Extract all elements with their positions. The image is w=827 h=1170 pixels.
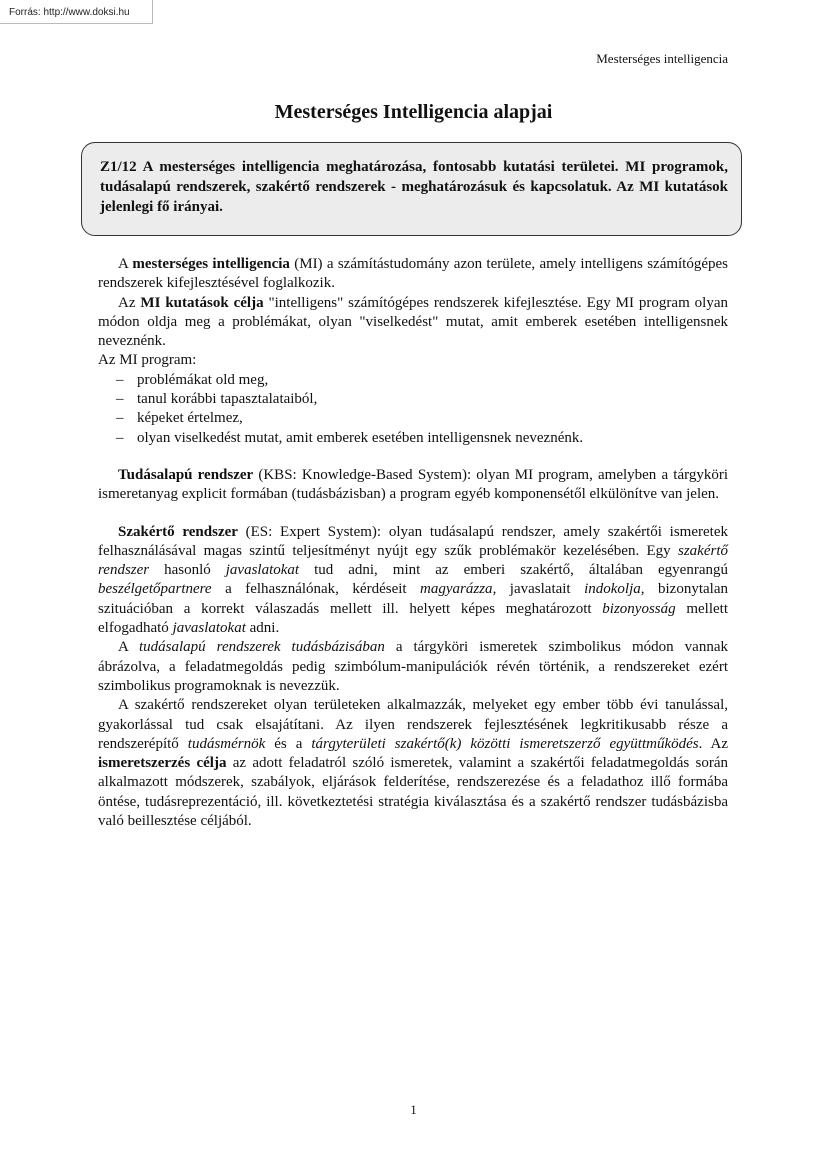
term-bold: mesterséges intelligencia xyxy=(132,256,290,272)
topic-box: Z1/12 A mesterséges intelligencia meghatározása, fontosabb kutatási területei. MI programok, tudásalapú rendszerek, szakértő rendszerek - meghatározásuk és kapcsolatuk. Az MI kutatások jelenlegi fő irányai. xyxy=(81,142,742,236)
term-bold: Tudásalapú rendszer xyxy=(118,466,254,483)
text: és a xyxy=(265,735,312,752)
text: A szakértő rendszereket olyan területeken alkalmazzák, melyeket egy ember több évi tanulással, gyakorlással tud csak elsajátítani. Az ilyen rendszerek fejlesztésének legkritikusabb része a rendszerépítő xyxy=(98,697,728,752)
text: a felhasználónak, kérdéseit xyxy=(211,581,421,598)
page-title: Mesterséges Intelligencia alapjai xyxy=(274,101,553,123)
term-bold: MI kutatások célja xyxy=(140,294,264,311)
term-italic: tudásmérnök xyxy=(187,735,266,752)
running-head: Mesterséges intelligencia xyxy=(596,51,728,66)
paragraph-expert-system xyxy=(98,523,728,639)
paragraph-mi-definition xyxy=(98,255,728,294)
text: tud adni, mint az emberi szakértő, általában egyenrangú xyxy=(299,562,728,579)
text: Az xyxy=(118,294,141,311)
term-bold: Szakértő rendszer xyxy=(118,523,238,540)
term-italic: javaslatokat xyxy=(172,620,246,637)
text: hasonló xyxy=(149,562,226,579)
text: A xyxy=(118,639,139,656)
text: mellett elfogadható xyxy=(98,600,729,637)
page-number: 1 xyxy=(410,1102,417,1117)
list-item: – képeket értelmez, xyxy=(98,409,728,428)
paragraph-mi-goal xyxy=(98,294,728,352)
text: (KBS: Knowledge-Based System): olyan MI program, amelyben a tárgyköri ismeretanyag explicit formában (tudásbázisban) a program egyéb komponensétől elkülönítve van jelen. xyxy=(98,466,728,503)
paragraph-kbs xyxy=(98,466,728,505)
term-italic: szakértő rendszer xyxy=(98,542,728,579)
paragraph-mi-program: Az MI program: xyxy=(98,352,197,369)
term-italic: magyarázza xyxy=(420,581,493,598)
spacer xyxy=(98,505,728,523)
term-italic: javaslatokat xyxy=(225,562,300,579)
term-italic: bizonyosság xyxy=(602,600,676,617)
text: A xyxy=(118,256,133,272)
term-italic: tudásalapú rendszerek tudásbázisában xyxy=(139,639,385,656)
paragraph-knowledge-base xyxy=(98,638,728,696)
text: a tárgyköri ismeretek szimbolikus módon vannak ábrázolva, a feladatmegoldás pedig szimbólum-manipulációk révén történik, a rendszereket ezért szimbolikus programoknak is nevezzük. xyxy=(98,639,728,694)
text: , javaslatait xyxy=(492,581,585,598)
term-italic: tárgyterületi szakértő(k) közötti ismeretszerző együttműködés xyxy=(311,735,699,752)
text: az adott feladatról szóló ismeretek, valamint a szakértői feladatmegoldás során alkalmazott módszerek, szabályok, eljárások felderítése, rendszerezése és a feladathoz illő formába öntése, tudásreprezentáció, ill. következtetési stratégia kiválasztása és a szakértő rendszer tudásbázisba való beillesztése céljából. xyxy=(98,755,729,830)
term-bold: ismeretszerzés célja xyxy=(98,755,227,772)
text: . Az xyxy=(698,735,728,752)
paragraph-knowledge-acquisition xyxy=(98,696,728,831)
text: "intelligens" számítógépes rendszerek kifejlesztése. Egy MI program olyan módon oldja meg a problémákat, olyan "viselkedést" mutat, amit emberek esetében intelligensnek neveznénk. xyxy=(98,294,728,350)
mi-program-list xyxy=(98,371,728,448)
list-item: – olyan viselkedést mutat, amit emberek esetében intelligensnek neveznénk. xyxy=(98,429,728,448)
spacer xyxy=(98,448,728,466)
text: , bizonytalan szituációban a korrekt válaszadás mellett ill. helyett képes meghatározott xyxy=(98,581,728,617)
text: adni. xyxy=(245,620,280,637)
document-body xyxy=(98,255,728,831)
text: (ES: Expert System): olyan tudásalapú rendszer, amely szakértői ismeretek felhasználásával magas szintű teljesítményt nyújt egy szűk problémakör kezelésében. Egy xyxy=(98,523,728,559)
term-italic: indokolja xyxy=(584,581,641,598)
source-note: Forrás: http://www.doksi.hu xyxy=(0,0,153,24)
text: (MI) a számítástudomány azon területe, amely intelligens számítógépes rendszerek kifejlesztésével foglalkozik. xyxy=(98,256,729,292)
list-item: – tanul korábbi tapasztalataiból, xyxy=(98,390,728,409)
term-italic: beszélgetőpartnere xyxy=(98,581,212,598)
list-item: – problémákat old meg, xyxy=(98,371,728,390)
